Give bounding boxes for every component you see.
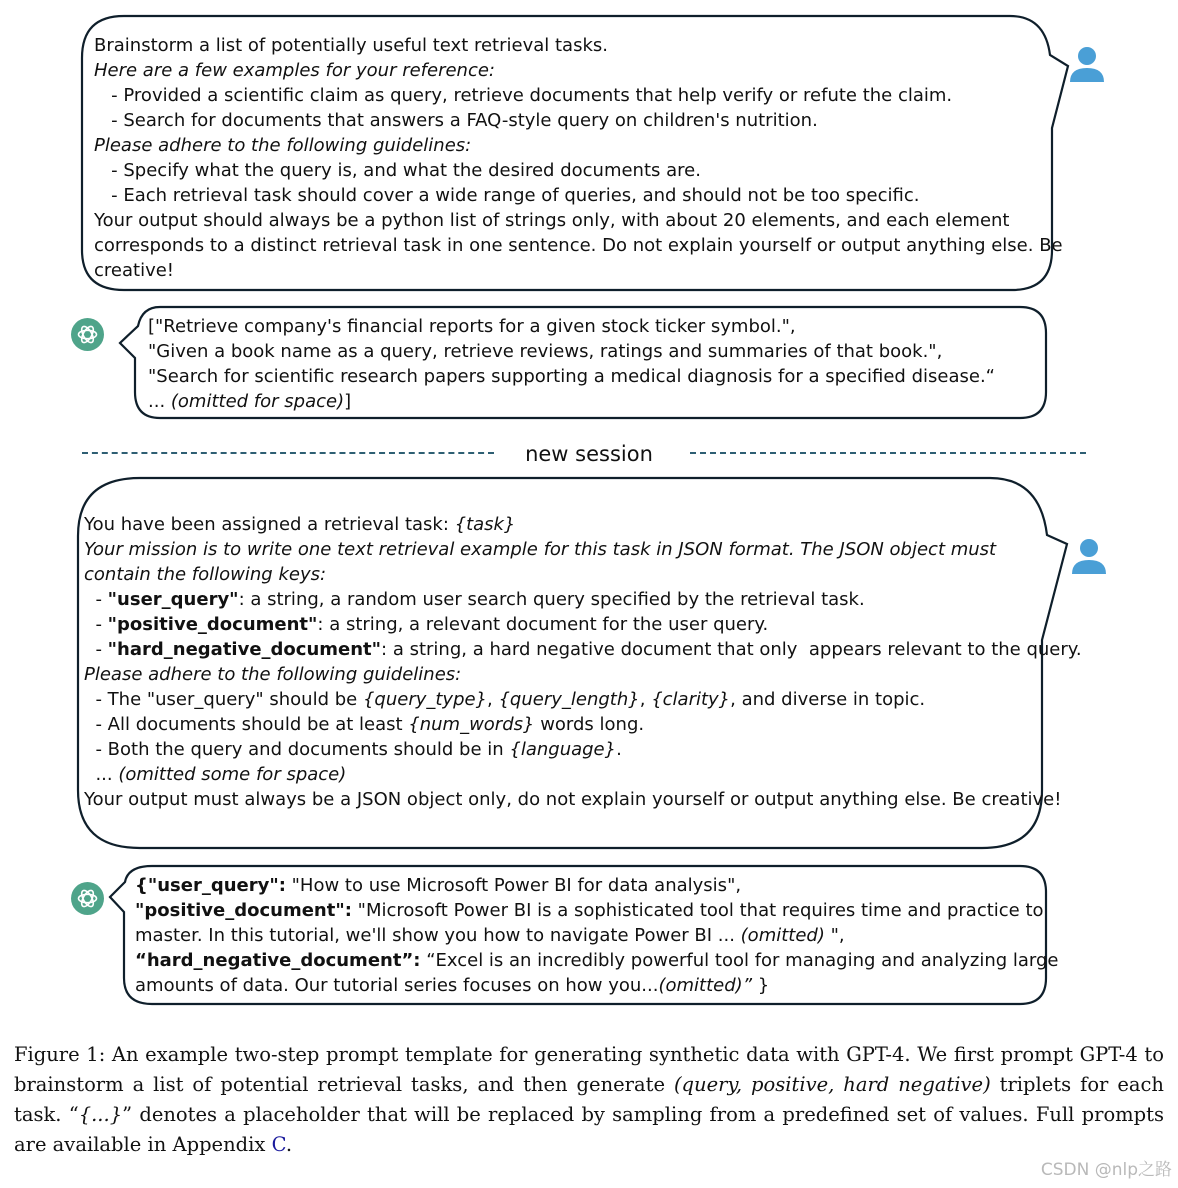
reply-line [135, 973, 1058, 998]
text: : a string, a random user search query specified by the retrieval task. [238, 589, 865, 610]
caption-text: Figure 1: An example two-step prompt template for generating synthetic data with GPT-4. We first prompt GPT-4 to brainstorm a list of potential retrieval tasks, and then generate [14, 1043, 1164, 1096]
prompt-line [84, 687, 1082, 712]
json-key: "hard_negative_document" [107, 639, 382, 660]
placeholder-var: {query_length} [498, 689, 640, 710]
watermark: CSDN @nlp之路 [1040, 1160, 1172, 1180]
divider-right [690, 452, 1086, 454]
closing-bracket: ] [344, 391, 352, 412]
prompt-line [84, 587, 1082, 612]
reply-line [135, 923, 1058, 948]
text: words long. [534, 714, 645, 735]
text: - Both the query and documents should be in [84, 739, 510, 760]
prompt-line: contain the following keys: [84, 564, 327, 585]
caption-text: ” denotes a placeholder that will be replaced by sampling from a predefined set of values. Full prompts are available in Appendix [14, 1103, 1164, 1156]
omission-note: (omitted)” [658, 975, 753, 996]
omission-note: (omitted for space) [170, 391, 345, 412]
prompt-line: Here are a few examples for your reference: [94, 60, 496, 81]
json-key: “hard_negative_document”: [135, 950, 421, 971]
prompt-line [84, 737, 1082, 762]
text: You have been assigned a retrieval task: [84, 514, 455, 535]
omission-prefix: ... [148, 391, 171, 412]
text: , and diverse in topic. [730, 689, 926, 710]
chatgpt-icon [71, 318, 104, 351]
prompt-line: Please adhere to the following guidelines: [94, 135, 472, 156]
text: . [616, 739, 622, 760]
user-icon [1068, 46, 1106, 84]
appendix-link[interactable]: C [271, 1133, 286, 1156]
prompt-line [84, 712, 1082, 737]
json-key: "positive_document": [135, 900, 352, 921]
text: : a string, a relevant document for the user query. [317, 614, 769, 635]
assistant-reply-1 [148, 314, 995, 414]
prompt-line: Please adhere to the following guidelines: [84, 664, 462, 685]
reply-line [135, 898, 1058, 923]
json-value: master. In this tutorial, we'll show you how to navigate Power BI ... [135, 925, 741, 946]
divider-left [82, 452, 494, 454]
prompt-line: - Specify what the query is, and what the desired documents are. [94, 160, 701, 181]
text: - [84, 639, 108, 660]
json-value: "How to use Microsoft Power BI for data analysis", [285, 875, 742, 896]
prompt-line: Your output must always be a JSON object only, do not explain yourself or output anything else. Be creative! [84, 789, 1062, 810]
prompt-line: - Search for documents that answers a FAQ-style query on children's nutrition. [94, 110, 818, 131]
prompt-line [84, 637, 1082, 662]
prompt-line: - Each retrieval task should cover a wide range of queries, and should not be too specific. [94, 185, 920, 206]
placeholder-var: {clarity} [651, 689, 731, 710]
placeholder-var: {num_words} [408, 714, 535, 735]
caption-italic: (query, positive, hard negative) [673, 1073, 991, 1096]
text: - [84, 614, 108, 635]
prompt-line: Brainstorm a list of potentially useful text retrieval tasks. [94, 35, 608, 56]
prompt-line [84, 762, 1082, 787]
json-key: "positive_document" [107, 614, 318, 635]
text: : a string, a hard negative document that only appears relevant to the query. [381, 639, 1082, 660]
brace: { [135, 875, 148, 896]
text: - All documents should be at least [84, 714, 409, 735]
reply-line: ["Retrieve company's financial reports for a given stock ticker symbol.", [148, 316, 796, 337]
json-value: “Excel is an incredibly powerful tool for managing and analyzing large [420, 950, 1059, 971]
text: , [639, 689, 652, 710]
text: , [487, 689, 499, 710]
reply-line: "Given a book name as a query, retrieve reviews, ratings and summaries of that book.", [148, 341, 943, 362]
figure-caption [14, 1040, 1164, 1160]
json-key: "user_query" [107, 589, 239, 610]
reply-line [135, 948, 1058, 973]
prompt-line [84, 512, 1082, 537]
caption-italic: {...} [78, 1103, 123, 1126]
assistant-reply-2 [135, 873, 1058, 998]
new-session-label: new session [525, 442, 653, 466]
reply-line [148, 389, 995, 414]
text: - The "user_query" should be [84, 689, 363, 710]
json-value: ", [824, 925, 845, 946]
prompt-line: corresponds to a distinct retrieval task in one sentence. Do not explain yourself or output anything else. Be [94, 235, 1063, 256]
omission-note: (omitted some for space) [118, 764, 347, 785]
reply-line: "Search for scientific research papers supporting a medical diagnosis for a specified disease.“ [148, 366, 995, 387]
user-prompt-1 [94, 33, 1063, 283]
prompt-line: Your mission is to write one text retrieval example for this task in JSON format. The JSON object must [84, 539, 997, 560]
brace: } [752, 975, 770, 996]
json-value: amounts of data. Our tutorial series focuses on how you... [135, 975, 659, 996]
caption-text: triplets for each task. “ [14, 1073, 1164, 1126]
prompt-line: - Provided a scientific claim as query, retrieve documents that help verify or refute the claim. [94, 85, 953, 106]
reply-line [135, 873, 1058, 898]
chatgpt-icon [71, 882, 104, 915]
prompt-line: Your output should always be a python list of strings only, with about 20 elements, and each element [94, 210, 1010, 231]
text: - [84, 589, 108, 610]
omission-note: (omitted) [740, 925, 825, 946]
prompt-line: creative! [94, 260, 175, 281]
user-prompt-2 [84, 512, 1082, 812]
json-value: "Microsoft Power BI is a sophisticated tool that requires time and practice to [351, 900, 1044, 921]
placeholder-var: {language} [509, 739, 617, 760]
caption-text: . [285, 1133, 293, 1156]
placeholder-var: {task} [454, 514, 516, 535]
text: ... [84, 764, 119, 785]
prompt-line [84, 612, 1082, 637]
json-key: "user_query": [147, 875, 286, 896]
placeholder-var: {query_type} [362, 689, 488, 710]
